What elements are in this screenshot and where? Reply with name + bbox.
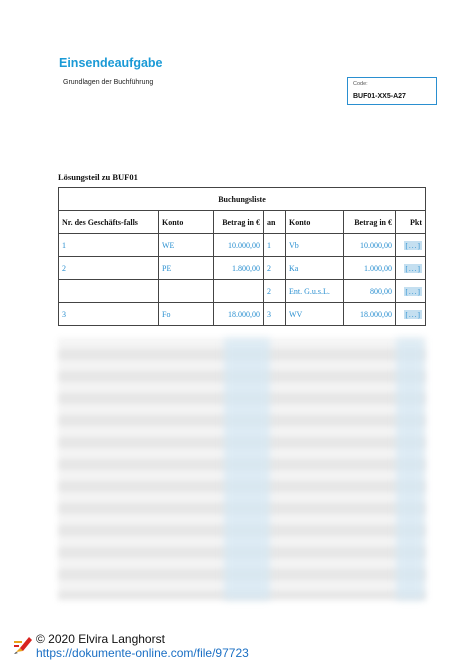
points-field[interactable]: [...] — [405, 286, 421, 296]
pen-logo-icon — [14, 634, 32, 654]
table-row — [59, 234, 426, 257]
cell-betrag-soll — [214, 280, 264, 303]
cell-nr: 3 — [59, 303, 159, 326]
cell-nr: 2 — [59, 257, 159, 280]
cell-konto-haben: Ent. G.u.s.L. — [286, 280, 344, 303]
table-row — [59, 257, 426, 280]
header-konto-haben: Konto — [286, 211, 344, 234]
cell-konto-haben: Ka — [286, 257, 344, 280]
points-field[interactable]: [...] — [405, 240, 421, 250]
code-box — [347, 77, 437, 105]
cell-pkt — [396, 257, 426, 280]
section-title: Lösungsteil zu BUF01 — [58, 172, 138, 182]
points-field[interactable]: [...] — [405, 309, 421, 319]
points-field[interactable]: [...] — [405, 263, 421, 273]
header-an: an — [264, 211, 286, 234]
cell-konto-soll — [159, 280, 214, 303]
cell-an: 1 — [264, 234, 286, 257]
cell-betrag-soll: 18.000,00 — [214, 303, 264, 326]
cell-an: 3 — [264, 303, 286, 326]
header-betrag-haben: Betrag in € — [344, 211, 396, 234]
cell-betrag-haben: 800,00 — [344, 280, 396, 303]
code-label: Code: — [353, 81, 368, 87]
cell-nr — [59, 280, 159, 303]
cell-nr: 1 — [59, 234, 159, 257]
cell-pkt — [396, 280, 426, 303]
copyright-text: © 2020 Elvira Langhorst — [36, 632, 165, 646]
blurred-column — [224, 338, 270, 600]
cell-betrag-soll: 1.800,00 — [214, 257, 264, 280]
table-row — [59, 303, 426, 326]
source-link[interactable]: https://dokumente-online.com/file/97723 — [36, 646, 249, 660]
cell-betrag-soll: 10.000,00 — [214, 234, 264, 257]
cell-betrag-haben: 10.000,00 — [344, 234, 396, 257]
cell-betrag-haben: 1.000,00 — [344, 257, 396, 280]
cell-an: 2 — [264, 257, 286, 280]
header-konto-soll: Konto — [159, 211, 214, 234]
cell-konto-soll: PE — [159, 257, 214, 280]
table-caption: Buchungsliste — [59, 188, 426, 211]
cell-betrag-haben: 18.000,00 — [344, 303, 396, 326]
header-betrag-soll: Betrag in € — [214, 211, 264, 234]
cell-konto-haben: WV — [286, 303, 344, 326]
cell-konto-soll: WE — [159, 234, 214, 257]
cell-an: 2 — [264, 280, 286, 303]
document-title: Einsendeaufgabe — [59, 56, 163, 70]
table-header-row — [59, 211, 426, 234]
code-value: BUF01-XX5-A27 — [353, 93, 406, 100]
table-caption-row — [59, 188, 426, 211]
blurred-column — [396, 338, 424, 600]
cell-konto-haben: Vb — [286, 234, 344, 257]
header-nr: Nr. des Geschäfts-falls — [59, 211, 159, 234]
cell-konto-soll: Fo — [159, 303, 214, 326]
booking-table — [58, 187, 426, 326]
document-subtitle: Grundlagen der Buchführung — [63, 79, 154, 86]
cell-pkt — [396, 303, 426, 326]
cell-pkt — [396, 234, 426, 257]
header-pkt: Pkt — [396, 211, 426, 234]
table-row — [59, 280, 426, 303]
